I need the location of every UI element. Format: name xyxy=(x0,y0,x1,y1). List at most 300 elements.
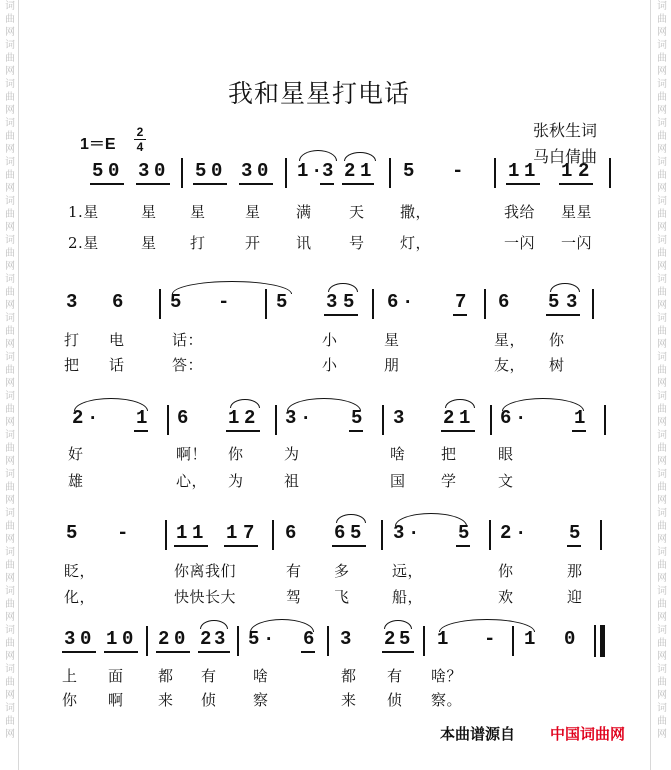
beam xyxy=(136,183,170,185)
note: 1 xyxy=(574,407,586,429)
note: 1 xyxy=(176,522,188,544)
watermark-char: 曲 xyxy=(5,404,15,415)
lyric-verse-2: 欢 xyxy=(498,588,514,606)
note: 5 xyxy=(170,291,182,313)
lyric-verse-2: 快快长大 xyxy=(174,588,237,606)
lyric-verse-1: 远， xyxy=(392,562,424,580)
note: 3 xyxy=(64,628,76,650)
watermark-char: 词 xyxy=(5,313,15,324)
watermark-char: 曲 xyxy=(5,365,15,376)
bar-line xyxy=(272,520,274,550)
note: 2 xyxy=(72,407,84,429)
watermark-char: 网 xyxy=(5,27,15,38)
note: 5 xyxy=(92,160,104,182)
watermark-char: 网 xyxy=(5,495,15,506)
lyric-verse-1: 把 xyxy=(441,445,457,463)
lyric-verse-2: 树 xyxy=(549,356,565,374)
watermark-char: 词 xyxy=(5,157,15,168)
lyric-verse-2: 友， xyxy=(494,356,526,374)
watermark-char: 网 xyxy=(5,651,15,662)
watermark-char: 网 xyxy=(5,729,15,740)
watermark-char: 词 xyxy=(5,274,15,285)
watermark-char: 曲 xyxy=(5,599,15,610)
beam xyxy=(62,651,96,653)
lyric-verse-2: 开 xyxy=(245,234,261,252)
watermark-char: 网 xyxy=(657,456,667,467)
watermark-char: 曲 xyxy=(657,677,667,688)
beam xyxy=(456,545,470,547)
song-title: 我和星星打电话 xyxy=(228,79,411,108)
watermark-char: 曲 xyxy=(657,92,667,103)
watermark-char: 网 xyxy=(5,144,15,155)
lyric-verse-1: 都 xyxy=(341,667,357,685)
lyric-verse-1: 眼 xyxy=(498,445,514,463)
watermark-char: 曲 xyxy=(5,521,15,532)
watermark-char: 词 xyxy=(5,79,15,90)
lyric-verse-2: 答： xyxy=(172,356,204,374)
watermark-char: 曲 xyxy=(5,248,15,259)
note: 1 xyxy=(524,628,536,650)
lyric-verse-1: 天 xyxy=(349,203,365,221)
lyric-verse-2: 飞 xyxy=(334,588,350,606)
note: 1 xyxy=(106,628,118,650)
lyric-verse-1: 你 xyxy=(228,445,244,463)
lyric-verse-1: 你离我们 xyxy=(174,562,237,580)
watermark-char: 曲 xyxy=(5,170,15,181)
watermark-char: 曲 xyxy=(657,599,667,610)
watermark-char: 网 xyxy=(5,690,15,701)
beam xyxy=(104,651,138,653)
note: 3 xyxy=(566,291,578,313)
note: 1 xyxy=(459,407,471,429)
watermark-char: 曲 xyxy=(657,716,667,727)
watermark-right xyxy=(654,0,670,770)
watermark-char: 曲 xyxy=(657,287,667,298)
note: 0 xyxy=(80,628,92,650)
watermark-char: 词 xyxy=(5,469,15,480)
note: 5 xyxy=(195,160,207,182)
lyric-verse-1: 为 xyxy=(284,445,300,463)
beam xyxy=(567,545,581,547)
bar-line xyxy=(181,158,183,188)
slur xyxy=(287,398,361,411)
lyric-verse-2: 一闪 xyxy=(561,234,593,252)
bar-line xyxy=(159,289,161,319)
watermark-char: 网 xyxy=(5,261,15,272)
lyric-verse-1: 上 xyxy=(62,667,78,685)
time-signature-bottom: 4 xyxy=(136,140,144,154)
lyric-verse-2: 啊 xyxy=(108,691,124,709)
watermark-char: 曲 xyxy=(5,638,15,649)
watermark-char: 曲 xyxy=(5,92,15,103)
watermark-char: 网 xyxy=(5,456,15,467)
beam xyxy=(134,430,148,432)
watermark-char: 词 xyxy=(5,40,15,51)
watermark-char: 曲 xyxy=(657,521,667,532)
beam xyxy=(349,430,363,432)
bar-line xyxy=(494,158,496,188)
bar-line xyxy=(389,158,391,188)
watermark-char: 网 xyxy=(657,690,667,701)
lyric-verse-1: 撒， xyxy=(400,203,432,221)
lyric-verse-2: 星 xyxy=(141,234,157,252)
note: 5 xyxy=(248,628,260,650)
note: 5 xyxy=(399,628,411,650)
note: 2 xyxy=(384,628,396,650)
watermark-char: 网 xyxy=(657,183,667,194)
watermark-char: 词 xyxy=(5,196,15,207)
watermark-char: 词 xyxy=(5,508,15,519)
watermark-char: 词 xyxy=(657,703,667,714)
watermark-char: 网 xyxy=(657,534,667,545)
page-edge-left xyxy=(18,0,19,770)
watermark-char: 词 xyxy=(657,391,667,402)
lyric-verse-2: 文 xyxy=(498,472,514,490)
note: 5 xyxy=(343,291,355,313)
watermark-char: 词 xyxy=(657,625,667,636)
watermark-char: 网 xyxy=(657,27,667,38)
lyric-verse-2: 驾 xyxy=(286,588,302,606)
lyric-verse-2: 迎 xyxy=(567,588,583,606)
watermark-char: 词 xyxy=(657,274,667,285)
lyric-verse-1: 啥 xyxy=(390,445,406,463)
watermark-char: 网 xyxy=(657,729,667,740)
watermark-char: 曲 xyxy=(657,170,667,181)
note: 2 xyxy=(200,628,212,650)
watermark-char: 曲 xyxy=(5,716,15,727)
bar-line xyxy=(327,626,329,656)
watermark-char: 词 xyxy=(657,586,667,597)
note: 1 xyxy=(226,522,238,544)
watermark-char: 网 xyxy=(657,417,667,428)
beam xyxy=(193,183,227,185)
lyric-verse-2: 为 xyxy=(228,472,244,490)
bar-line xyxy=(423,626,425,656)
note: 5 xyxy=(548,291,560,313)
bar-line xyxy=(381,520,383,550)
watermark-char: 网 xyxy=(657,300,667,311)
watermark-char: 词 xyxy=(5,391,15,402)
note: 3 xyxy=(138,160,150,182)
lyric-verse-1: 好 xyxy=(68,445,84,463)
watermark-char: 词 xyxy=(657,430,667,441)
watermark-char: 词 xyxy=(5,625,15,636)
note: 3 xyxy=(66,291,78,313)
note: 1 xyxy=(192,522,204,544)
beam xyxy=(226,430,260,432)
note: 3 xyxy=(285,407,297,429)
note: 6 xyxy=(334,522,346,544)
lyric-verse-1: 那 xyxy=(567,562,583,580)
note: 1 xyxy=(508,160,520,182)
watermark-char: 曲 xyxy=(5,560,15,571)
watermark-char: 词 xyxy=(657,79,667,90)
watermark-char: 词 xyxy=(5,664,15,675)
bar-line xyxy=(237,626,239,656)
note: 2 xyxy=(158,628,170,650)
note: · xyxy=(311,160,323,182)
note: 1 xyxy=(360,160,372,182)
note: 1 xyxy=(437,628,449,650)
bar-line xyxy=(592,289,594,319)
watermark-char: 网 xyxy=(657,378,667,389)
lyric-verse-1: 多 xyxy=(334,562,350,580)
lyric-verse-1: 你 xyxy=(498,562,514,580)
lyric-verse-2: 你 xyxy=(62,691,78,709)
note: 2 xyxy=(244,407,256,429)
lyric-verse-1: 有 xyxy=(201,667,217,685)
note: · xyxy=(300,407,312,429)
note: 6 xyxy=(112,291,124,313)
bar-line xyxy=(609,158,611,188)
bar-line xyxy=(489,520,491,550)
watermark-char: 网 xyxy=(657,66,667,77)
bar-line xyxy=(604,405,606,435)
watermark-char: 词 xyxy=(657,196,667,207)
watermark-char: 网 xyxy=(5,183,15,194)
lyric-verse-2: 2.星 xyxy=(68,234,99,252)
watermark-char: 曲 xyxy=(657,638,667,649)
watermark-char: 词 xyxy=(5,1,15,12)
beam xyxy=(320,183,334,185)
note: - xyxy=(452,160,464,182)
watermark-char: 曲 xyxy=(5,443,15,454)
watermark-char: 网 xyxy=(657,495,667,506)
beam xyxy=(332,545,366,547)
beam xyxy=(382,651,414,653)
note: 5 xyxy=(569,522,581,544)
beam xyxy=(441,430,475,432)
watermark-char: 词 xyxy=(657,157,667,168)
note: 3 xyxy=(340,628,352,650)
lyric-verse-1: 眨， xyxy=(64,562,96,580)
note: 2 xyxy=(443,407,455,429)
note: 6 xyxy=(303,628,315,650)
beam xyxy=(198,651,230,653)
lyric-verse-2: 把 xyxy=(64,356,80,374)
note: · xyxy=(515,407,527,429)
watermark-char: 曲 xyxy=(5,287,15,298)
watermark-char: 词 xyxy=(657,508,667,519)
watermark-char: 网 xyxy=(657,612,667,623)
watermark-char: 曲 xyxy=(657,404,667,415)
slur xyxy=(230,399,260,408)
bar-line xyxy=(275,405,277,435)
slur xyxy=(502,398,584,411)
slur xyxy=(200,620,228,629)
lyric-verse-2: 雄 xyxy=(68,472,84,490)
watermark-char: 曲 xyxy=(657,209,667,220)
lyric-verse-2: 祖 xyxy=(284,472,300,490)
lyric-verse-2: 话 xyxy=(109,356,125,374)
final-bar-thin xyxy=(594,625,596,657)
watermark-char: 词 xyxy=(5,703,15,714)
lyric-verse-1: 都 xyxy=(158,667,174,685)
beam xyxy=(572,430,586,432)
watermark-char: 网 xyxy=(5,378,15,389)
slur xyxy=(172,281,292,294)
final-bar-thick xyxy=(600,625,605,657)
lyric-verse-1: 小 xyxy=(322,331,338,349)
watermark-char: 曲 xyxy=(657,248,667,259)
beam xyxy=(90,183,124,185)
note: 7 xyxy=(243,522,255,544)
bar-line xyxy=(484,289,486,319)
composer-credit: 马白倩曲 xyxy=(533,147,598,166)
key-signature: 1＝E xyxy=(80,136,116,153)
watermark-char: 网 xyxy=(5,612,15,623)
note: 6 xyxy=(498,291,510,313)
beam xyxy=(559,183,593,185)
bar-line xyxy=(285,158,287,188)
lyric-verse-2: 船， xyxy=(392,588,424,606)
lyric-verse-1: 星， xyxy=(494,331,526,349)
watermark-char: 曲 xyxy=(657,53,667,64)
source-label: 本曲谱源自 xyxy=(440,725,516,743)
note: 0 xyxy=(174,628,186,650)
beam xyxy=(301,651,315,653)
watermark-char: 词 xyxy=(657,469,667,480)
watermark-char: 网 xyxy=(5,222,15,233)
beam xyxy=(506,183,540,185)
lyric-verse-1: 星 xyxy=(245,203,261,221)
note: · xyxy=(87,407,99,429)
slur xyxy=(250,619,314,632)
note: 5 xyxy=(276,291,288,313)
note: 1 xyxy=(136,407,148,429)
lyric-verse-1: 你 xyxy=(549,331,565,349)
lyric-verse-1: 星 xyxy=(190,203,206,221)
watermark-char: 曲 xyxy=(657,365,667,376)
slur xyxy=(439,619,535,632)
lyric-verse-1: 星星 xyxy=(561,203,593,221)
lyric-verse-1: 啊！ xyxy=(176,445,208,463)
watermark-char: 词 xyxy=(657,313,667,324)
watermark-char: 词 xyxy=(657,547,667,558)
bar-line xyxy=(146,626,148,656)
slur xyxy=(445,399,475,408)
watermark-char: 词 xyxy=(657,664,667,675)
bar-line xyxy=(382,405,384,435)
bar-line xyxy=(600,520,602,550)
lyric-verse-2: 灯， xyxy=(400,234,432,252)
beam xyxy=(342,183,374,185)
watermark-char: 网 xyxy=(5,534,15,545)
note: 6 xyxy=(285,522,297,544)
watermark-char: 曲 xyxy=(5,482,15,493)
note: · xyxy=(263,628,275,650)
watermark-char: 曲 xyxy=(5,53,15,64)
note: 5 xyxy=(350,522,362,544)
watermark-char: 网 xyxy=(5,300,15,311)
bar-line xyxy=(372,289,374,319)
watermark-char: 曲 xyxy=(657,131,667,142)
lyric-verse-2: 察。 xyxy=(431,691,463,709)
slur xyxy=(395,513,467,526)
note: 1 xyxy=(561,160,573,182)
bar-line xyxy=(167,405,169,435)
beam xyxy=(324,314,358,316)
watermark-char: 词 xyxy=(657,118,667,129)
note: 6 xyxy=(500,407,512,429)
watermark-char: 网 xyxy=(657,144,667,155)
lyric-verse-2: 侦 xyxy=(387,691,403,709)
lyric-verse-1: 我给 xyxy=(504,203,536,221)
lyric-verse-1: 有 xyxy=(286,562,302,580)
note: 1 xyxy=(297,160,309,182)
lyric-verse-1: 满 xyxy=(296,203,312,221)
watermark-char: 曲 xyxy=(657,14,667,25)
watermark-char: 曲 xyxy=(5,677,15,688)
watermark-char: 曲 xyxy=(5,326,15,337)
note: 0 xyxy=(108,160,120,182)
note: 6 xyxy=(177,407,189,429)
lyric-verse-1: 话： xyxy=(172,331,204,349)
lyric-verse-2: 来 xyxy=(341,691,357,709)
watermark-char: 词 xyxy=(5,352,15,363)
watermark-char: 网 xyxy=(5,66,15,77)
slur xyxy=(74,398,148,411)
watermark-char: 词 xyxy=(657,235,667,246)
lyric-verse-1: 电 xyxy=(109,331,125,349)
page-edge-right xyxy=(650,0,651,770)
note: 5 xyxy=(351,407,363,429)
note: 6 xyxy=(387,291,399,313)
lyric-verse-2: 小 xyxy=(322,356,338,374)
time-signature xyxy=(134,126,146,153)
beam xyxy=(224,545,258,547)
watermark-char: 网 xyxy=(657,105,667,116)
lyric-verse-1: 星 xyxy=(384,331,400,349)
lyric-verse-2: 化， xyxy=(64,588,96,606)
lyricist-credit: 张秋生词 xyxy=(533,121,598,140)
watermark-char: 词 xyxy=(657,1,667,12)
watermark-char: 网 xyxy=(657,339,667,350)
watermark-char: 网 xyxy=(5,417,15,428)
watermark-char: 词 xyxy=(657,40,667,51)
time-signature-top: 2 xyxy=(136,125,144,139)
beam xyxy=(174,545,208,547)
slur xyxy=(384,620,412,629)
watermark-char: 网 xyxy=(657,573,667,584)
note: 3 xyxy=(322,160,334,182)
watermark-char: 曲 xyxy=(5,14,15,25)
beam xyxy=(453,314,467,316)
watermark-char: 网 xyxy=(657,222,667,233)
slur xyxy=(299,150,337,161)
note: - xyxy=(218,291,230,313)
site-name: 中国词曲网 xyxy=(550,725,626,743)
lyric-verse-1: 有 xyxy=(387,667,403,685)
lyric-verse-1: 啥？ xyxy=(431,667,463,685)
note: 0 xyxy=(257,160,269,182)
watermark-char: 曲 xyxy=(657,443,667,454)
note: · xyxy=(515,522,527,544)
watermark-char: 网 xyxy=(5,573,15,584)
slur xyxy=(344,152,376,161)
watermark-char: 网 xyxy=(657,651,667,662)
lyric-verse-2: 侦 xyxy=(201,691,217,709)
lyric-verse-1: 面 xyxy=(108,667,124,685)
watermark-char: 词 xyxy=(5,430,15,441)
note: 2 xyxy=(578,160,590,182)
note: 3 xyxy=(326,291,338,313)
note: 3 xyxy=(241,160,253,182)
note: 0 xyxy=(564,628,576,650)
note: 3 xyxy=(214,628,226,650)
lyric-verse-2: 朋 xyxy=(384,356,400,374)
lyric-verse-1: 打 xyxy=(64,331,80,349)
